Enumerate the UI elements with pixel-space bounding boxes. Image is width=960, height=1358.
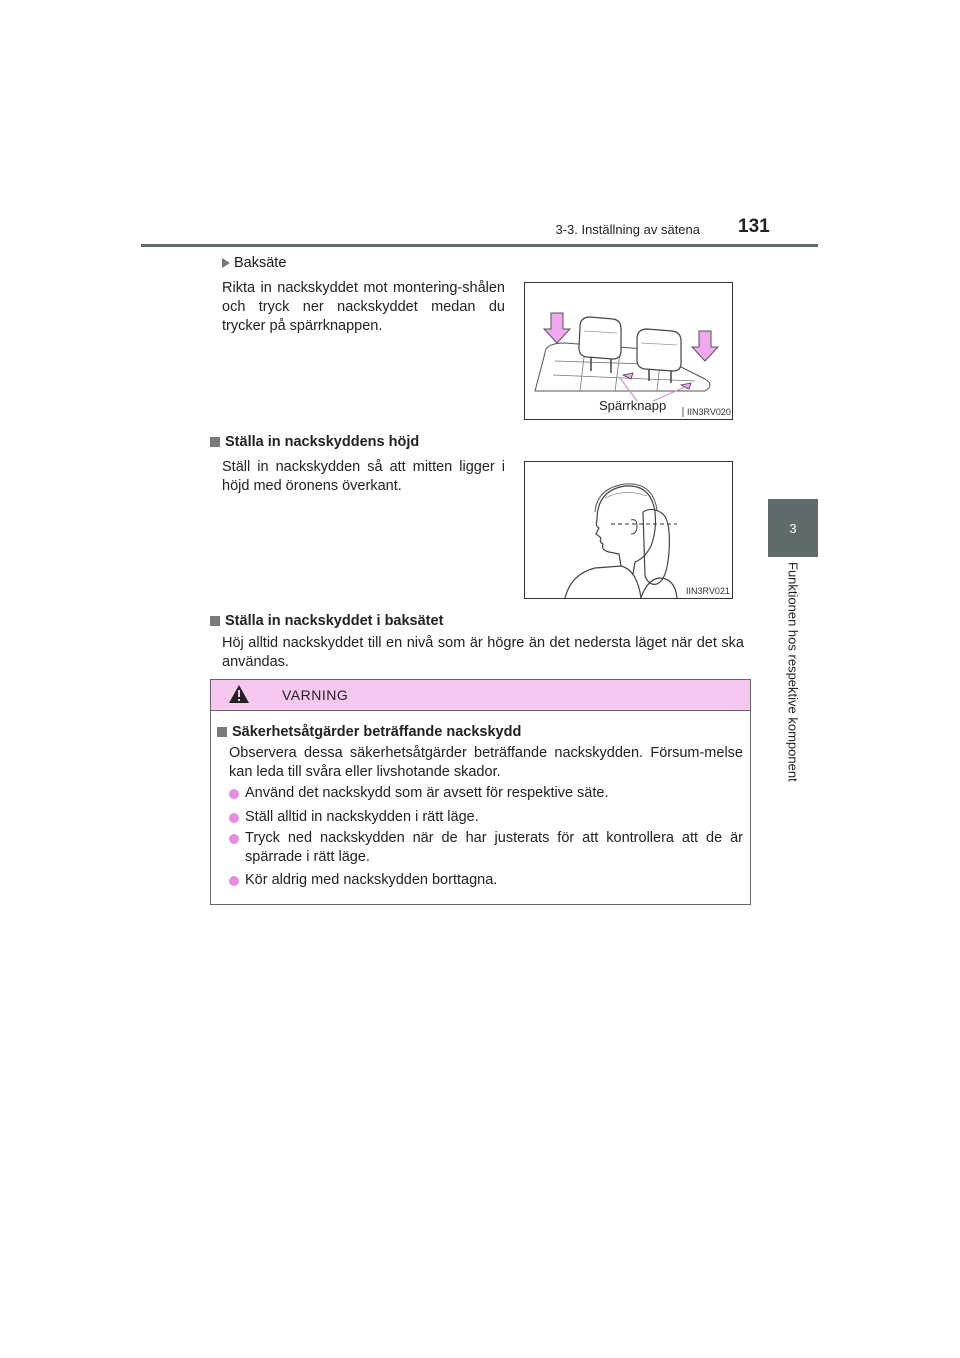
figure-code: IIN3RV021 bbox=[686, 586, 730, 596]
chapter-number: 3 bbox=[789, 520, 797, 536]
bullet-dot-icon bbox=[229, 834, 239, 844]
rear-adjust-heading bbox=[210, 613, 443, 629]
square-bullet-icon bbox=[210, 616, 220, 626]
square-bullet-icon bbox=[210, 437, 220, 447]
rear-seat-heading-text: Baksäte bbox=[234, 255, 287, 271]
warning-bullet-text: Ställ alltid in nackskydden i rätt läge. bbox=[245, 809, 479, 825]
square-bullet-icon bbox=[217, 727, 227, 737]
warning-title: VARNING bbox=[282, 687, 349, 703]
release-button-label: Spärrknapp bbox=[599, 398, 667, 413]
bullet-dot-icon bbox=[229, 813, 239, 823]
warning-heading-text: Säkerhetsåtgärder beträffande nackskydd bbox=[232, 724, 522, 740]
bullet-dot-icon bbox=[229, 789, 239, 799]
head-profile-illustration bbox=[525, 462, 732, 598]
chapter-tab bbox=[768, 499, 818, 557]
warning-bullet bbox=[229, 808, 743, 827]
rear-adjust-heading-text: Ställa in nackskyddet i baksätet bbox=[225, 613, 444, 629]
warning-bullet bbox=[229, 871, 743, 890]
chapter-title: Funktionen hos respektive komponent bbox=[785, 562, 801, 782]
page-number: 131 bbox=[738, 216, 770, 237]
warning-intro-text: Observera dessa säkerhetsåtgärder beträffande nackskydden. Försum-melse kan leda till svåra eller livshotande skador. bbox=[229, 745, 743, 780]
height-adjust-heading bbox=[210, 434, 419, 450]
header-divider bbox=[141, 244, 818, 247]
warning-header bbox=[211, 680, 750, 711]
rear-seat-text: Rikta in nackskyddet mot montering-shålen och tryck ner nackskyddet medan du trycker på spärrknappen. bbox=[222, 280, 505, 334]
rear-headrest-figure bbox=[524, 282, 733, 420]
rear-seat-heading bbox=[222, 255, 286, 271]
warning-bullet bbox=[229, 784, 743, 803]
bullet-dot-icon bbox=[229, 876, 239, 886]
chapter-title-vertical bbox=[768, 562, 818, 822]
warning-box bbox=[210, 679, 751, 905]
warning-bullet-text: Tryck ned nackskydden när de har justerats för att kontrollera att de är spärrade i rätt läge. bbox=[245, 830, 743, 865]
warning-bullet-text: Kör aldrig med nackskydden borttagna. bbox=[245, 872, 498, 888]
warning-bullet-text: Använd det nackskydd som är avsett för respektive säte. bbox=[245, 785, 609, 801]
triangle-bullet-icon bbox=[222, 258, 230, 268]
rear-adjust-text: Höj alltid nackskyddet till en nivå som är högre än det nedersta läget när det ska användas. bbox=[222, 635, 744, 670]
warning-section-heading bbox=[217, 724, 521, 740]
header-section-title: 3-3. Inställning av sätena bbox=[555, 222, 700, 237]
height-adjust-text: Ställ in nackskydden så att mitten ligger i höjd med öronens överkant. bbox=[222, 459, 505, 494]
warning-bullet bbox=[229, 829, 743, 867]
warning-triangle-icon bbox=[228, 684, 250, 704]
headrest-height-figure bbox=[524, 461, 733, 599]
figure-code: IIN3RV020 bbox=[687, 407, 731, 417]
height-adjust-heading-text: Ställa in nackskyddens höjd bbox=[225, 434, 420, 450]
